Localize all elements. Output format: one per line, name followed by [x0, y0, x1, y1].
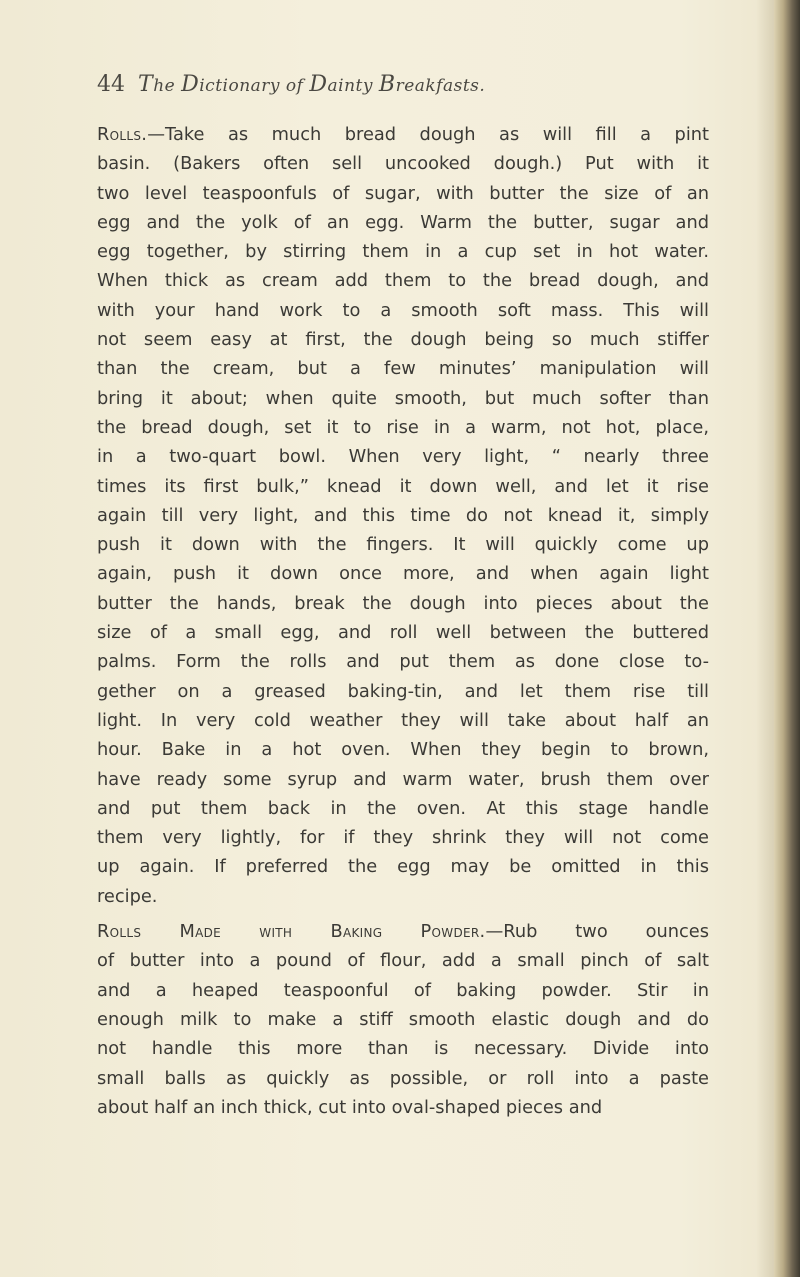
text-line — [97, 618, 709, 647]
text-line — [97, 882, 709, 911]
text-line-content: When thick as cream add them to the bread dough, and — [97, 270, 709, 292]
text-line — [97, 1034, 709, 1063]
text-line-content: palms. Form the rolls and put them as done close to- — [97, 651, 709, 673]
text-line — [97, 677, 709, 706]
text-line-content: size of a small egg, and roll well between the buttered — [97, 622, 709, 644]
text-line — [97, 589, 709, 618]
text-line-content: up again. If preferred the egg may be omitted in this — [97, 856, 709, 878]
text-line-content: again till very light, and this time do not knead it, simply — [97, 504, 709, 526]
text-line-content: and put them back in the oven. At this stage handle — [97, 797, 709, 819]
text-line-content: again, push it down once more, and when again light — [97, 563, 709, 585]
text-line-content: small balls as quickly as possible, or roll into a paste — [97, 1067, 709, 1089]
page-gutter-shadow — [756, 0, 774, 1277]
running-head-part: ainty — [327, 76, 379, 96]
text-line — [97, 917, 709, 946]
text-line — [97, 501, 709, 530]
text-line-content: basin. (Bakers often sell uncooked dough.) Put with it — [97, 153, 709, 175]
text-line-content: have ready some syrup and warm water, brush them over — [97, 768, 709, 790]
text-line — [97, 354, 709, 383]
text-line-content: times its first bulk,” knead it down well, and let it rise — [97, 475, 709, 497]
text-line — [97, 852, 709, 881]
text-line-content: two level teaspoonfuls of sugar, with butter the size of an — [97, 182, 709, 204]
text-line-content: —Rub two ounces — [485, 921, 709, 943]
running-head-part: T — [138, 72, 154, 97]
running-head-part: D — [309, 72, 328, 97]
text-line — [97, 179, 709, 208]
running-head-part: ictionary of — [199, 76, 310, 96]
text-line — [97, 1064, 709, 1093]
text-line-content: the bread dough, set it to rise in a warm, not hot, place, — [97, 416, 709, 438]
text-line-content: egg together, by stirring them in a cup set in hot water. — [97, 241, 709, 263]
text-line — [97, 946, 709, 975]
text-line — [97, 794, 709, 823]
text-line-content: light. In very cold weather they will take about half an — [97, 709, 709, 731]
text-line-content: about half an inch thick, cut into oval-shaped pieces and — [97, 1096, 603, 1118]
recipe-heading: Rolls. — [97, 124, 148, 145]
body-text — [97, 120, 709, 1122]
text-line — [97, 647, 709, 676]
text-line — [97, 413, 709, 442]
text-line-content: egg and the yolk of an egg. Warm the butter, sugar and — [97, 211, 709, 233]
running-head-part: D — [181, 72, 200, 97]
text-line — [97, 976, 709, 1005]
recipe-paragraph — [97, 917, 709, 1122]
text-line-content: push it down with the fingers. It will quickly come up — [97, 534, 709, 556]
text-line — [97, 530, 709, 559]
text-line-content: with your hand work to a smooth soft mass. This will — [97, 299, 709, 321]
text-line-content: bring it about; when quite smooth, but much softer than — [97, 387, 709, 409]
text-line — [97, 823, 709, 852]
text-line-content: of butter into a pound of flour, add a small pinch of salt — [97, 950, 709, 972]
text-line — [97, 735, 709, 764]
text-line-content: in a two-quart bowl. When very light, “ nearly three — [97, 446, 709, 468]
text-line — [97, 765, 709, 794]
recipe-paragraph — [97, 120, 709, 911]
recipe-heading: Rolls Made with Baking Powder. — [97, 921, 486, 943]
text-line — [97, 706, 709, 735]
text-line-content: and a heaped teaspoonful of baking powder. Stir in — [97, 979, 709, 1001]
running-head-part: B — [378, 72, 396, 97]
book-binding-edge — [774, 0, 800, 1277]
page-header — [97, 72, 687, 108]
text-line — [97, 1093, 709, 1122]
text-line — [97, 325, 709, 354]
text-line — [97, 442, 709, 471]
text-line-content: enough milk to make a stiff smooth elastic dough and do — [97, 1008, 709, 1030]
text-line — [97, 1005, 709, 1034]
text-line-content: gether on a greased baking-tin, and let them rise till — [97, 680, 709, 702]
running-head — [138, 72, 485, 97]
text-line — [97, 559, 709, 588]
text-line — [97, 149, 709, 178]
text-line — [97, 266, 709, 295]
text-line — [97, 120, 709, 149]
text-line — [97, 472, 709, 501]
text-line-content: butter the hands, break the dough into pieces about the — [97, 592, 709, 614]
text-line — [97, 237, 709, 266]
text-line-content: hour. Bake in a hot oven. When they begin to brown, — [97, 739, 709, 761]
text-line-content: —Take as much bread dough as will fill a pint — [147, 124, 709, 145]
running-head-part: reakfasts. — [395, 76, 486, 96]
text-line-content: not seem easy at first, the dough being so much stiffer — [97, 329, 709, 351]
text-line-content: than the cream, but a few minutes’ manipulation will — [97, 358, 709, 380]
text-line-content: recipe. — [97, 885, 158, 907]
text-line — [97, 296, 709, 325]
text-line — [97, 384, 709, 413]
page-number: 44 — [97, 72, 125, 97]
text-line — [97, 208, 709, 237]
text-line-content: not handle this more than is necessary. Divide into — [97, 1038, 709, 1060]
text-line-content: them very lightly, for if they shrink they will not come — [97, 827, 709, 849]
running-head-part: he — [153, 76, 182, 96]
